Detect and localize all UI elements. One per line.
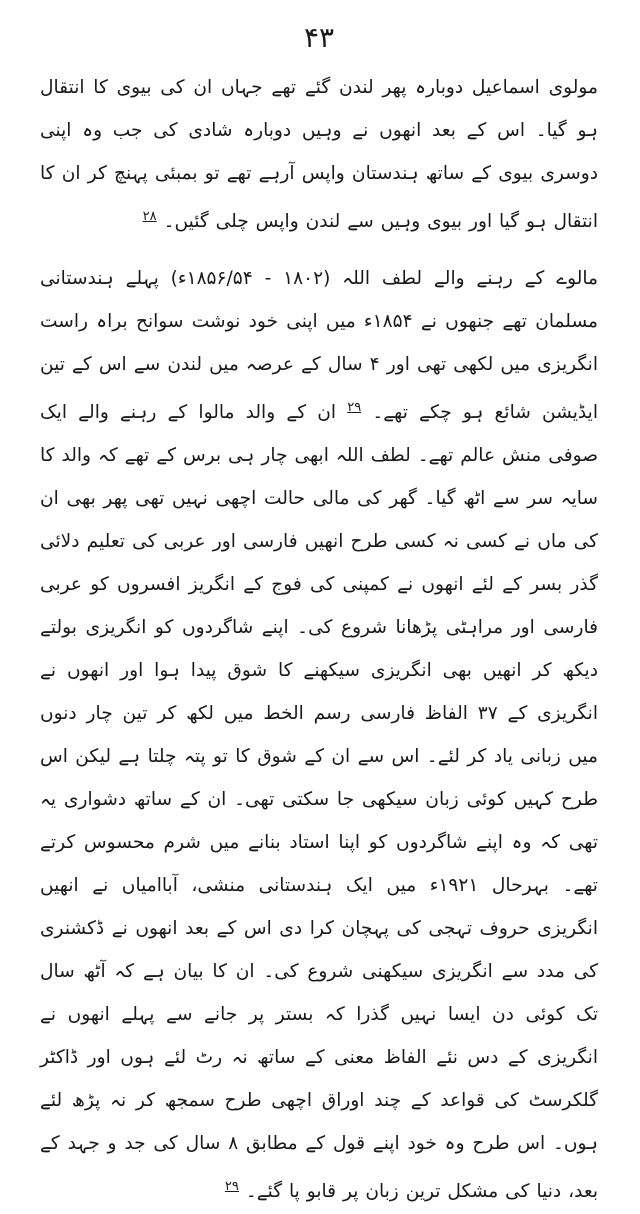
paragraph-text: ان کے والد مالوا کے رہنے والے ایک صوفی منش عالم تھے۔ لطف اللہ ابھی چار ہی برس کے تھے کہ والد کا سایہ سر سے اٹھ گیا۔ گھر کی مالی حالت اچھی نہیں تھی پھر بھی ان کی ماں نے کسی نہ کسی طرح انھیں فارسی اور عربی کی تعلیم دلائی گذر بسر کے لئے انھوں نے کمپنی کی فوج کے انگریز افسروں کو عربی فارسی اور مراہٹی پڑھانا شروع کی۔ اپنے شاگردوں کو انگریزی بولتے دیکھ کر انھیں بھی انگریزی سیکھنے کا شوق پیدا ہوا اور انھوں نے انگریزی کے ۳۷ الفاظ فارسی رسم الخط میں لکھ کر تین چار دنوں میں زبانی یاد کر لئے۔ اس سے ان کے شوق کا تو پتہ چلتا ہے لیکن اس طرح کہیں کوئی زبان سیکھی جا سکتی تھی۔ ان کے ساتھ دشواری یہ تھی کہ وہ اپنے شاگردوں کو اپنا استاد بنانے میں شرم محسوس کرتے تھے۔ بہرحال ۱۹۲۱ء میں ایک ہندستانی منشی، آباامیاں نے انھیں انگریزی حروف تہجی کی پہچان کرا دی اس کے بعد انھوں نے ڈکشنری کی مدد سے انگریزی سیکھنی شروع کی۔ ان کا بیان ہے کہ آٹھ سال تک کوئی دن ایسا نہیں گذرا کہ بستر پر جانے سے پہلے انھوں نے انگریزی کے دس نئے الفاظ معنی کے ساتھ نہ رٹ لئے ہوں اور ڈاکٹر گلکرسٹ کی قواعد کے چند اوراق اچھی طرح سمجھ کر نہ پڑھ لئے ہوں۔ اس طرح وہ خود اپنے قول کے مطابق ۸ سال کی جد و جہد کے بعد، دنیا کی مشکل ترین زبان پر قابو پا گئے۔ [40, 402, 598, 1203]
page-number: ۴۳ [303, 21, 335, 54]
paragraph-text: مالوے کے رہنے والے لطف اللہ (۱۸۰۲ - ۱۸۵۶/۵۴ء) پہلے ہندستانی مسلمان تھے جنھوں نے ۱۸۵۴ء میں اپنی خود نوشت سوانح براہ راست انگریزی میں لکھی تھی اور ۴ سال کے عرصہ میں لندن سے اس کے تین ایڈیشن شائع ہو چکے تھے۔ [40, 268, 599, 424]
footnote-ref: ۲۸ [142, 209, 157, 224]
footnote-ref: ۲۹ [347, 400, 362, 416]
footnote-ref: ۲۹ [224, 1179, 239, 1195]
paragraph [40, 257, 598, 1213]
body-text [40, 66, 598, 1214]
paragraph [40, 66, 598, 243]
paragraph-text: مولوی اسماعیل دوبارہ پھر لندن گئے تھے جہاں ان کی بیوی کا انتقال ہو گیا۔ اس کے بعد انھوں نے وہیں دوبارہ شادی کی جب وہ اپنی دوسری بیوی کے ساتھ ہندستان واپس آرہے تھے تو بمبئی پہنچ کر ان کا انتقال ہو گیا اور بیوی وہیں سے لندن واپس چلی گئیں۔ [40, 77, 598, 233]
